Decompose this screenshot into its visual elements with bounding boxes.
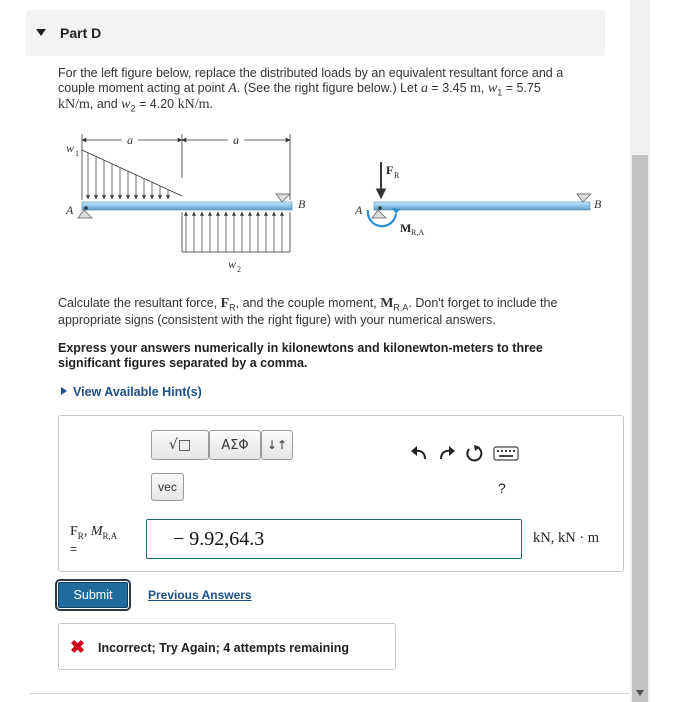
label-w2: w bbox=[228, 257, 237, 271]
undo-icon[interactable] bbox=[408, 444, 430, 462]
scroll-down-arrow-icon[interactable] bbox=[636, 690, 644, 696]
keyboard-icon[interactable] bbox=[493, 444, 519, 462]
scrollbar-thumb[interactable] bbox=[632, 155, 648, 702]
label-w1: w bbox=[66, 141, 75, 155]
express-line-2: significant figures separated by a comma. bbox=[58, 356, 308, 370]
problem-line-3: kN/m, and $w_2 = 4.20$ kN/m. bbox=[58, 97, 213, 114]
problem-line-2: couple moment acting at point A. (See the right figure below.) Let a = 3.45 m, $w_1 = 5.75$ bbox=[58, 81, 541, 98]
help-button[interactable]: ? bbox=[498, 480, 506, 496]
dim-label-a2: a bbox=[233, 133, 239, 147]
bottom-divider bbox=[30, 693, 630, 694]
svg-text:1: 1 bbox=[75, 149, 79, 158]
part-header[interactable] bbox=[26, 10, 605, 56]
subscript-superscript-button[interactable]: ↓↑ bbox=[261, 430, 293, 460]
label-A-right: A bbox=[355, 203, 363, 217]
submit-button[interactable]: Submit bbox=[58, 582, 128, 608]
incorrect-x-icon: ✖ bbox=[70, 637, 86, 657]
label-A-left: A bbox=[66, 203, 74, 217]
svg-text:R: R bbox=[394, 171, 400, 180]
left-figure bbox=[65, 133, 306, 274]
feedback-message: Incorrect; Try Again; 4 attempts remaining bbox=[98, 641, 349, 655]
label-MRA: M bbox=[400, 221, 412, 235]
svg-text:2: 2 bbox=[237, 265, 241, 274]
previous-answers-link[interactable]: Previous Answers bbox=[148, 588, 252, 602]
express-line-1: Express your answers numerically in kilonewtons and kilonewton-meters to three bbox=[58, 341, 543, 355]
greek-symbols-button[interactable]: ΑΣΦ bbox=[209, 430, 261, 460]
answer-equals: = bbox=[70, 542, 78, 556]
reset-icon[interactable] bbox=[463, 444, 485, 462]
right-figure bbox=[354, 162, 602, 237]
svg-text:R,A: R,A bbox=[411, 228, 425, 237]
answer-input[interactable] bbox=[146, 519, 522, 559]
feedback-box bbox=[58, 623, 396, 670]
expand-triangle-icon bbox=[61, 387, 67, 395]
label-FR: F bbox=[386, 163, 394, 177]
label-B-right: B bbox=[594, 197, 602, 211]
dim-label-a1: a bbox=[127, 133, 133, 147]
view-hints-link[interactable]: View Available Hint(s) bbox=[61, 385, 202, 399]
answer-units: kN, kN · m bbox=[533, 530, 600, 546]
calc-line-1: Calculate the resultant force, $F_R$, and the couple moment, $M_{R,A}$. Don't forget to include the bbox=[58, 296, 558, 313]
part-title: Part D bbox=[60, 25, 102, 41]
problem-line-1: For the left figure below, replace the distributed loads by an equivalent resultant force and a bbox=[58, 66, 564, 80]
collapse-caret-icon[interactable] bbox=[36, 29, 46, 36]
redo-icon[interactable] bbox=[436, 444, 458, 462]
vector-button[interactable]: vec bbox=[151, 473, 184, 501]
answer-label: $F_R$, $M_{R,A}$ bbox=[70, 524, 118, 541]
label-B-left: B bbox=[298, 197, 306, 211]
templates-button[interactable]: √□ bbox=[151, 430, 209, 460]
beam-diagram bbox=[0, 128, 630, 288]
calc-line-2: appropriate signs (consistent with the right figure) with your numerical answers. bbox=[58, 313, 496, 327]
